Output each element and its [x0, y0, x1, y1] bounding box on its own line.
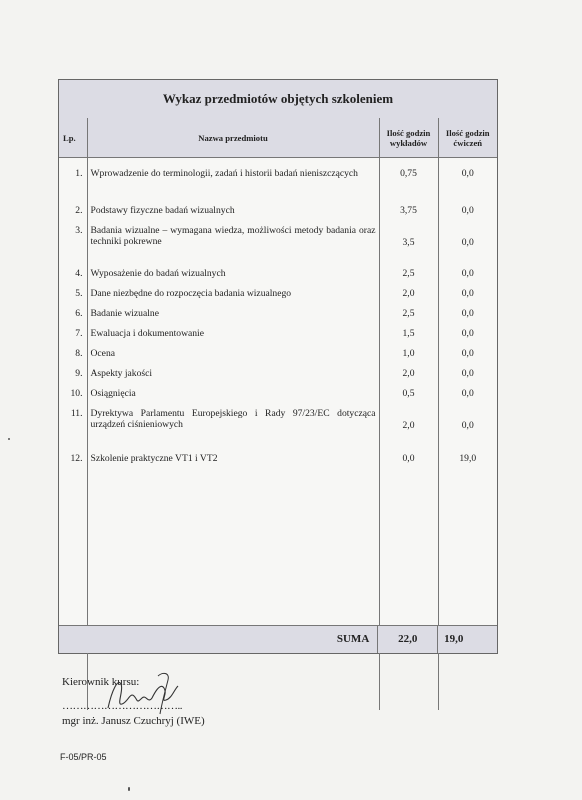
- table-row: [59, 345, 497, 365]
- header-name: Nazwa przedmiotu: [87, 118, 379, 158]
- row-lp: 12.: [59, 450, 87, 470]
- row-subject-name: Ocena: [87, 345, 379, 365]
- row-exercises: 0,0: [461, 288, 474, 299]
- row-subject-name: Szkolenie praktyczne VT1 i VT2: [87, 450, 379, 470]
- row-exercises: 0,0: [461, 205, 474, 216]
- sum-lectures: 22,0: [378, 626, 438, 653]
- table-row: [59, 265, 497, 285]
- row-lp: 2.: [59, 202, 87, 222]
- row-lp: 5.: [59, 285, 87, 305]
- row-lp: 6.: [59, 305, 87, 325]
- row-exercises: 0,0: [461, 268, 474, 279]
- row-lectures: 2,5: [379, 265, 438, 285]
- row-lectures: 0,75: [379, 158, 438, 203]
- row-lectures: 0,5: [379, 385, 438, 405]
- table-row: [59, 325, 497, 345]
- table-row: [59, 158, 497, 203]
- signature-line: ……………………………..: [62, 700, 182, 712]
- row-exercises: 19,0: [459, 453, 477, 464]
- row-subject-name: Wprowadzenie do terminologii, zadań i historii badań nieniszczących: [87, 158, 379, 203]
- row-exercises: 0,0: [461, 168, 474, 179]
- row-subject-name: Ewaluacja i dokumentowanie: [87, 325, 379, 345]
- row-exercises: 0,0: [461, 308, 474, 319]
- scan-speck: [128, 787, 130, 791]
- row-exercises: 0,0: [461, 388, 474, 399]
- row-lp: 3.: [59, 222, 87, 265]
- row-subject-name: Dane niezbędne do rozpoczęcia badania wizualnego: [87, 285, 379, 305]
- row-exercises: 0,0: [461, 348, 474, 359]
- table-row: [59, 405, 497, 450]
- form-code: F-05/PR-05: [60, 752, 107, 762]
- row-exercises: 0,0: [461, 328, 474, 339]
- row-subject-name: Aspekty jakości: [87, 365, 379, 385]
- table-filler-cell: [379, 470, 438, 710]
- table-row: [59, 450, 497, 470]
- row-subject-name: Badanie wizualne: [87, 305, 379, 325]
- table-row: [59, 285, 497, 305]
- table-title: Wykaz przedmiotów objętych szkoleniem: [59, 80, 497, 119]
- table-header-row: [59, 118, 497, 158]
- row-lectures: 2,5: [379, 305, 438, 325]
- row-lectures: 0,0: [379, 450, 438, 470]
- row-subject-name: Osiągnięcia: [87, 385, 379, 405]
- table-row: [59, 202, 497, 222]
- table-filler-cell: [59, 470, 87, 710]
- row-exercises: 0,0: [461, 368, 474, 379]
- row-exercises: 0,0: [461, 237, 474, 248]
- row-exercises: 0,0: [461, 420, 474, 431]
- table-row: [59, 222, 497, 265]
- subjects-table: [59, 118, 497, 710]
- header-lp: Lp.: [59, 118, 87, 158]
- row-lp: 1.: [59, 158, 87, 203]
- row-lp: 9.: [59, 365, 87, 385]
- row-lp: 11.: [59, 405, 87, 450]
- table-row: [59, 305, 497, 325]
- row-subject-name: Badania wizualne – wymagana wiedza, możliwości metody badania oraz techniki pokrewne: [87, 222, 379, 265]
- course-manager-name: mgr inż. Janusz Czuchryj (IWE): [62, 715, 205, 727]
- row-lectures: 2,0: [379, 285, 438, 305]
- course-manager-label: Kierownik kursu:: [62, 676, 140, 688]
- row-subject-name: Podstawy fizyczne badań wizualnych: [87, 202, 379, 222]
- header-exercises: Ilość godzin ćwiczeń: [438, 118, 497, 158]
- row-lp: 4.: [59, 265, 87, 285]
- row-lectures: 1,5: [379, 325, 438, 345]
- header-lectures: Ilość godzin wykładów: [379, 118, 438, 158]
- table-row: [59, 385, 497, 405]
- row-subject-name: Dyrektywa Parlamentu Europejskiego i Rady 97/23/EC dotycząca urządzeń ciśnieniowych: [87, 405, 379, 450]
- row-lectures: 3,75: [379, 202, 438, 222]
- table-filler-cell: [438, 470, 497, 710]
- sum-label: SUMA: [59, 626, 378, 653]
- row-subject-name: Wyposażenie do badań wizualnych: [87, 265, 379, 285]
- row-lp: 8.: [59, 345, 87, 365]
- scan-speck: [8, 438, 10, 440]
- row-lectures: 1,0: [379, 345, 438, 365]
- row-lp: 7.: [59, 325, 87, 345]
- row-lectures: 3,5: [379, 222, 438, 265]
- subjects-table-frame: [58, 79, 498, 654]
- sum-exercises: 19,0: [444, 633, 464, 645]
- table-row: [59, 365, 497, 385]
- row-lectures: 2,0: [379, 365, 438, 385]
- sum-row: [59, 625, 497, 653]
- row-lp: 10.: [59, 385, 87, 405]
- row-lectures: 2,0: [379, 405, 438, 450]
